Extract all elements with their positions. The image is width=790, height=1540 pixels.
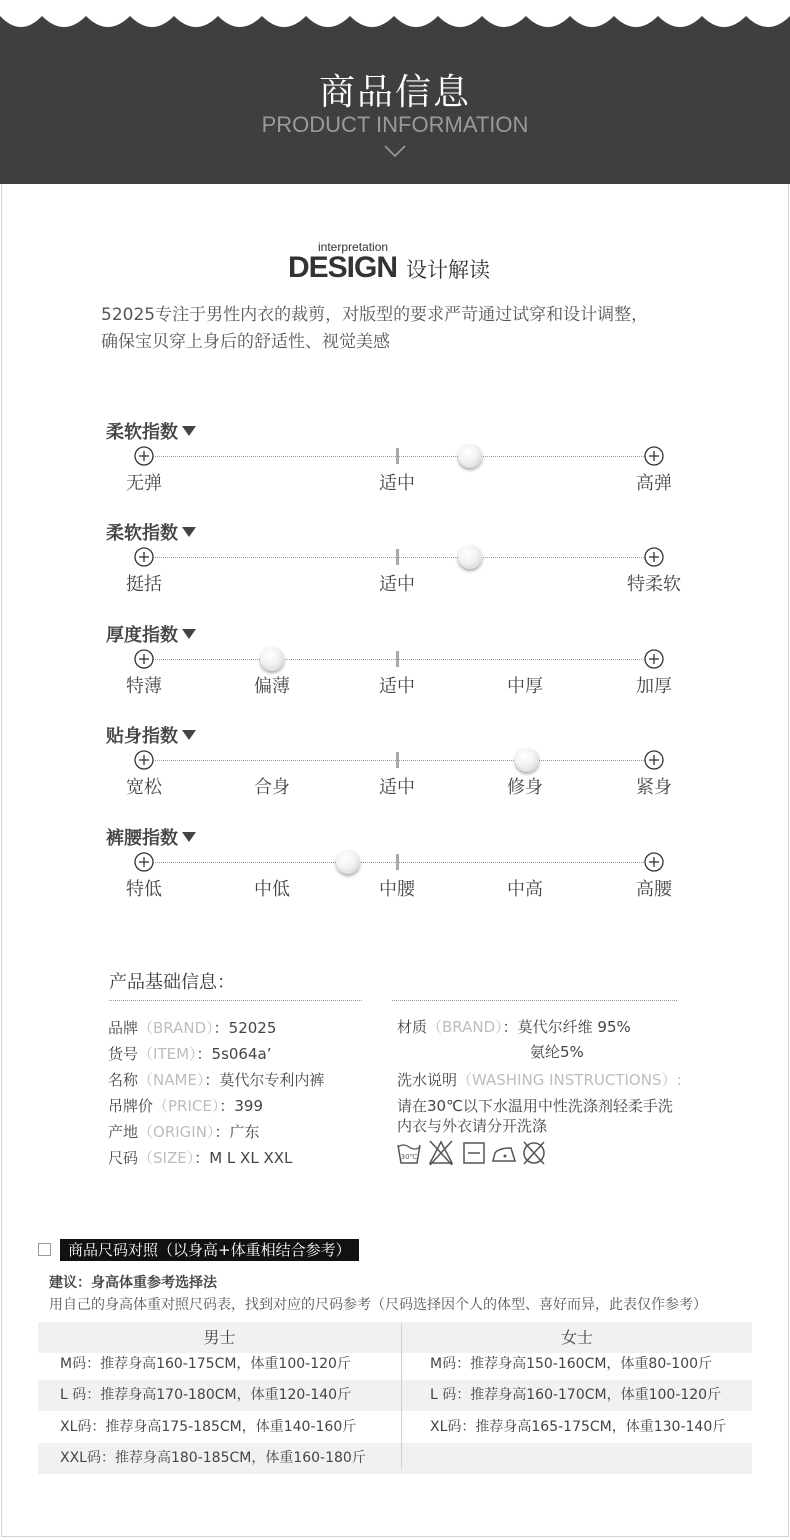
index-title: 柔软指数 <box>106 418 196 444</box>
wash-line: 请在30℃以下水温用中性洗涤剂轻柔手洗 <box>397 1097 673 1115</box>
info-size: 尺码（SIZE）：M L XL XXL <box>108 1149 293 1167</box>
slider-knob <box>515 748 539 772</box>
size-cell-men: M码：推荐身高160-175CM，体重100-120斤 <box>60 1356 351 1372</box>
plus-circle-start-icon <box>134 852 154 872</box>
index-label: 适中 <box>379 473 415 494</box>
wash-line: 内衣与外衣请分开洗涤 <box>397 1117 548 1135</box>
plus-circle-start-icon <box>134 750 154 770</box>
table-row <box>38 1380 752 1411</box>
table-row <box>38 1349 752 1380</box>
index-slider <box>106 824 706 914</box>
triangle-down-icon <box>182 629 196 639</box>
info-name: 名称（NAME）：莫代尔专利内裤 <box>108 1071 325 1089</box>
size-advice-title: 建议：身高体重参考选择法 <box>49 1275 217 1291</box>
iron-low-icon <box>493 1148 515 1161</box>
page-subtitle: PRODUCT INFORMATION <box>261 112 529 137</box>
size-cell-men: XXL码：推荐身高180-185CM，体重160-180斤 <box>60 1450 366 1466</box>
triangle-down-icon <box>182 730 196 740</box>
info-material-2: 氨纶5% <box>530 1043 584 1061</box>
slider-knob <box>458 444 482 468</box>
slider-knob <box>336 850 360 874</box>
design-subtitle: interpretation <box>318 240 389 254</box>
index-slider <box>106 519 706 609</box>
no-dryclean-icon <box>524 1142 544 1164</box>
slider-midpoint <box>396 549 399 565</box>
slider-knob <box>260 647 284 671</box>
triangle-down-icon <box>182 527 196 537</box>
index-label: 高腰 <box>636 879 672 900</box>
index-title: 裤腰指数 <box>106 824 196 850</box>
size-advice-text: 用自己的身高体重对照尺码表，找到对应的尺码参考（尺码选择因个人的体型、喜好而异，此表仅作参考） <box>49 1297 707 1313</box>
index-label: 中腰 <box>379 879 415 900</box>
slider-track <box>144 659 654 660</box>
triangle-down-icon <box>182 426 196 436</box>
size-cell-women: M码：推荐身高150-160CM，体重80-100斤 <box>430 1356 713 1372</box>
basic-info-title: 产品基础信息： <box>109 972 235 993</box>
page-title: 商品信息 <box>318 72 471 113</box>
slider-midpoint <box>396 651 399 667</box>
column-divider <box>401 1323 402 1469</box>
index-label: 适中 <box>379 777 415 798</box>
info-item: 货号（ITEM）：5s064a’ <box>108 1045 272 1063</box>
chevron-down-icon <box>383 143 407 159</box>
plus-circle-end-icon <box>644 852 664 872</box>
index-slider <box>106 418 706 508</box>
info-brand: 品牌（BRAND）：52025 <box>108 1019 277 1037</box>
plus-circle-start-icon <box>134 547 154 567</box>
dry-flat-icon <box>464 1143 484 1163</box>
wash-temp-label: 30℃ <box>400 1153 418 1161</box>
index-slider <box>106 722 706 812</box>
index-label: 高弹 <box>636 473 672 494</box>
index-label: 紧身 <box>636 777 672 798</box>
index-title: 柔软指数 <box>106 519 196 545</box>
plus-circle-end-icon <box>644 446 664 466</box>
scallop-edge <box>0 0 790 40</box>
index-label: 适中 <box>379 676 415 697</box>
index-label: 中低 <box>254 879 290 900</box>
index-label: 宽松 <box>126 777 162 798</box>
size-cell-men: XL码：推荐身高175-185CM，体重140-160斤 <box>60 1419 357 1435</box>
index-label: 特低 <box>126 879 162 900</box>
index-label: 合身 <box>254 777 290 798</box>
info-material: 材质（BRAND）：莫代尔纤维 95% <box>397 1018 631 1036</box>
index-label: 无弹 <box>126 473 162 494</box>
slider-track <box>144 557 654 558</box>
index-title: 贴身指数 <box>106 722 196 748</box>
info-price: 吊牌价（PRICE）：399 <box>108 1097 263 1115</box>
plus-circle-start-icon <box>134 446 154 466</box>
index-label: 特薄 <box>126 676 162 697</box>
index-label: 中厚 <box>507 676 543 697</box>
slider-midpoint <box>396 448 399 464</box>
wash-30-icon <box>398 1145 420 1163</box>
description-line: 确保宝贝穿上身后的舒适性、视觉美感 <box>101 332 390 352</box>
plus-circle-start-icon <box>134 649 154 669</box>
no-bleach-icon <box>430 1141 452 1165</box>
page-header <box>0 0 790 184</box>
wash-icons <box>396 1139 556 1167</box>
slider-track <box>144 456 654 457</box>
index-label: 修身 <box>507 777 543 798</box>
slider-midpoint <box>396 854 399 870</box>
slider-track <box>144 760 654 761</box>
index-title: 厚度指数 <box>106 621 196 647</box>
index-slider <box>106 621 706 711</box>
index-label: 特柔软 <box>627 574 681 595</box>
info-wash: 洗水说明（WASHING INSTRUCTIONS）: <box>397 1071 682 1089</box>
column-header-men: 男士 <box>203 1328 236 1347</box>
index-label: 中高 <box>507 879 543 900</box>
index-label: 偏薄 <box>254 676 290 697</box>
divider <box>392 1000 677 1001</box>
triangle-down-icon <box>182 832 196 842</box>
index-label: 挺括 <box>126 574 162 595</box>
slider-midpoint <box>396 752 399 768</box>
column-header-women: 女士 <box>560 1328 593 1347</box>
slider-track <box>144 862 654 863</box>
size-chart-title: 商品尺码对照（以身高+体重相结合参考） <box>60 1239 359 1261</box>
design-title-cn: 设计解读 <box>406 258 490 282</box>
size-cell-women: L 码：推荐身高160-170CM，体重100-120斤 <box>430 1387 722 1403</box>
table-row <box>38 1443 752 1474</box>
index-label: 加厚 <box>636 676 672 697</box>
index-label: 适中 <box>379 574 415 595</box>
slider-knob <box>458 545 482 569</box>
description-line: 52025专注于男性内衣的裁剪，对版型的要求严苛通过试穿和设计调整， <box>101 305 649 325</box>
size-cell-women: XL码：推荐身高165-175CM，体重130-140斤 <box>430 1419 727 1435</box>
size-cell-men: L 码：推荐身高170-180CM，体重120-140斤 <box>60 1387 352 1403</box>
plus-circle-end-icon <box>644 649 664 669</box>
design-description <box>101 302 721 356</box>
info-origin: 产地（ORIGIN）：广东 <box>108 1123 260 1141</box>
plus-circle-end-icon <box>644 547 664 567</box>
design-heading <box>288 240 528 286</box>
plus-circle-end-icon <box>644 750 664 770</box>
design-title: DESIGN <box>288 251 398 284</box>
divider <box>109 1000 362 1001</box>
checkbox-icon <box>38 1243 51 1256</box>
table-row <box>38 1412 752 1443</box>
